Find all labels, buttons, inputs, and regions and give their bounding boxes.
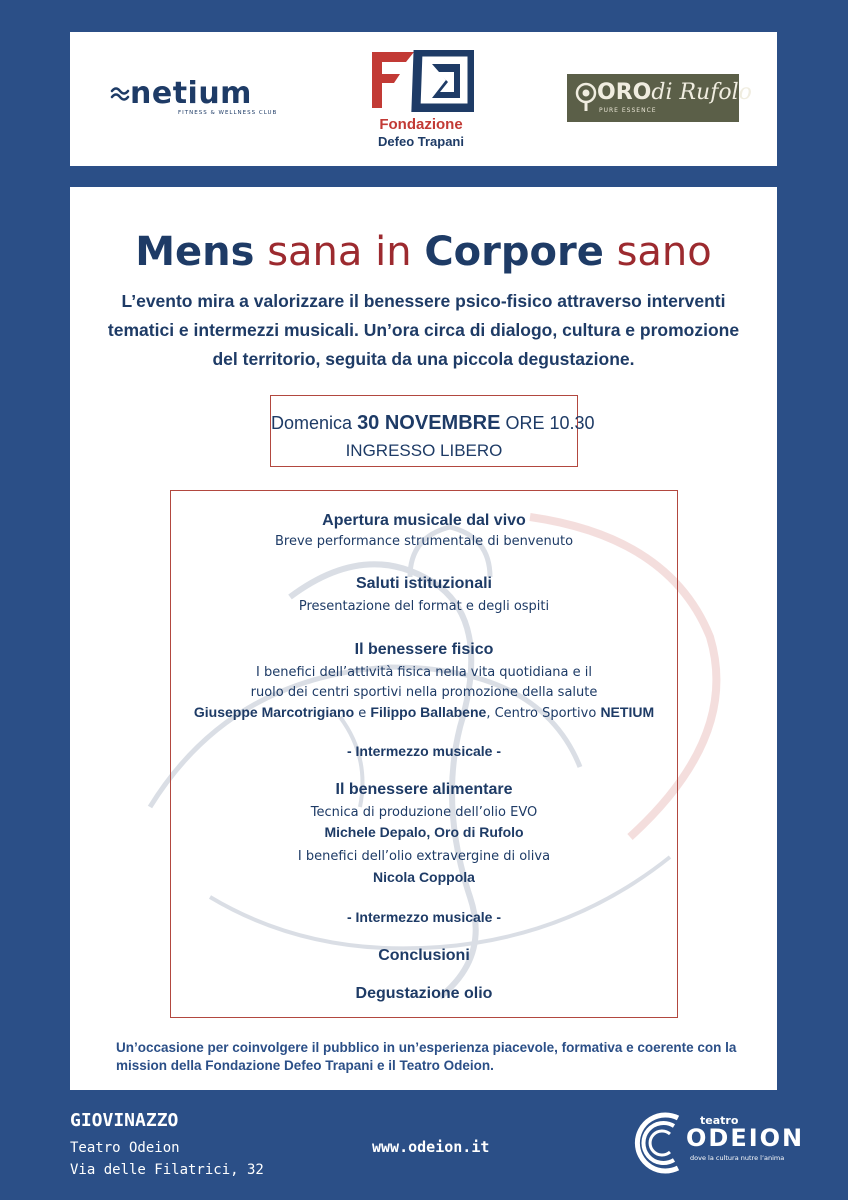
speaker-name: Michele Depalo, Oro di Rufolo [324,824,524,840]
fondazione-line1: Fondazione [379,116,463,133]
programme-item-heading: Apertura musicale dal vivo [322,512,526,529]
programme-speakers [171,869,677,886]
date-time: ORE 10.30 [505,413,595,433]
oro-subtitle: PURE ESSENCE [599,107,657,114]
fondazione-logo [366,50,476,160]
odeion-teatro-label: teatro [700,1114,739,1127]
netium-logo [110,76,280,120]
programme-item-text: I benefici dell’attività fisica nella vita quotidiana e il [256,665,592,680]
fondazione-line2: Defeo Trapani [378,134,464,149]
netium-wave-icon [110,84,130,102]
date-date: 30 NOVEMBRE [357,412,501,434]
oro-wordmark [597,80,752,105]
programme-item-heading: Degustazione olio [355,985,493,1002]
website-link[interactable]: www.odeion.it [372,1138,490,1156]
netium-tagline: FITNESS & WELLNESS CLUB [178,110,278,116]
event-panel [70,187,777,1090]
entry-free: INGRESSO LIBERO [345,441,503,460]
teatro-odeion-logo [628,1108,805,1178]
programme-item-text: ruolo dei centri sportivi nella promozione della salute [250,685,598,700]
title-word-sana-in: sana in [267,229,412,275]
closing-text: Un’occasione per coinvolgere il pubblico in un’esperienza piacevole, formativa e coerente con la mission della Fondazione Defeo Trapani e il Teatro Odeion. [116,1040,737,1073]
programme-item-text: Breve performance strumentale di benvenuto [274,534,574,549]
date-day: Domenica [271,413,353,433]
title-word-sano: sano [616,229,712,275]
musical-interlude: - Intermezzo musicale - [346,743,502,759]
date-box [270,395,595,467]
speaker-join: e [354,706,371,721]
event-description: L’evento mira a valorizzare il benessere psico-fisico attraverso interventi tematici e intermezzi musicali. Un’ora circa di dialogo, cultura e promozione del territorio, seguita da una piccola degustazione. [107,291,740,369]
odeion-tagline: dove la cultura nutre l’anima [690,1154,785,1162]
programme-item-heading: Saluti istituzionali [355,575,492,592]
programme-box [170,490,678,1018]
footer-address: Via delle Filatrici, 32 [70,1162,264,1178]
programme-item-heading: Il benessere fisico [354,641,494,658]
page-title [70,229,777,275]
speaker-name: Nicola Coppola [373,869,475,885]
speaker-name: Giuseppe Marcotrigiano [193,704,355,720]
programme-speakers [171,824,677,841]
programme-item-heading: Il benessere alimentare [335,781,513,798]
sponsor-logos-panel [70,32,777,166]
fondazione-mark-icon [368,50,474,112]
programme-item-text: Tecnica di produzione dell’olio EVO [310,805,538,820]
netium-wordmark: netium [130,76,252,111]
odeion-wordmark: ODEION [686,1124,805,1152]
programme-item-heading: Conclusioni [378,947,470,964]
programme-item-text: Presentazione del format e degli ospiti [298,599,550,614]
musical-interlude: - Intermezzo musicale - [346,909,502,925]
oro-wordmark-oro: ORO [597,80,652,105]
footer-venue: Teatro Odeion [70,1140,180,1156]
olive-seal-icon [575,82,597,112]
speaker-name: Filippo Ballabene [370,704,487,720]
programme-item-text: I benefici dell’olio extravergine di oliva [297,849,551,864]
title-word-mens: Mens [135,229,255,275]
speaker-club: NETIUM [600,704,655,720]
footer-city: GIOVINAZZO [70,1110,179,1131]
programme-speakers [171,704,677,721]
title-word-corpore: Corpore [424,229,604,275]
oro-wordmark-di: di Rufolo [651,80,752,105]
speaker-affiliation: , Centro Sportivo [486,706,601,721]
oro-di-rufolo-logo [567,74,752,122]
date-line [271,412,595,435]
